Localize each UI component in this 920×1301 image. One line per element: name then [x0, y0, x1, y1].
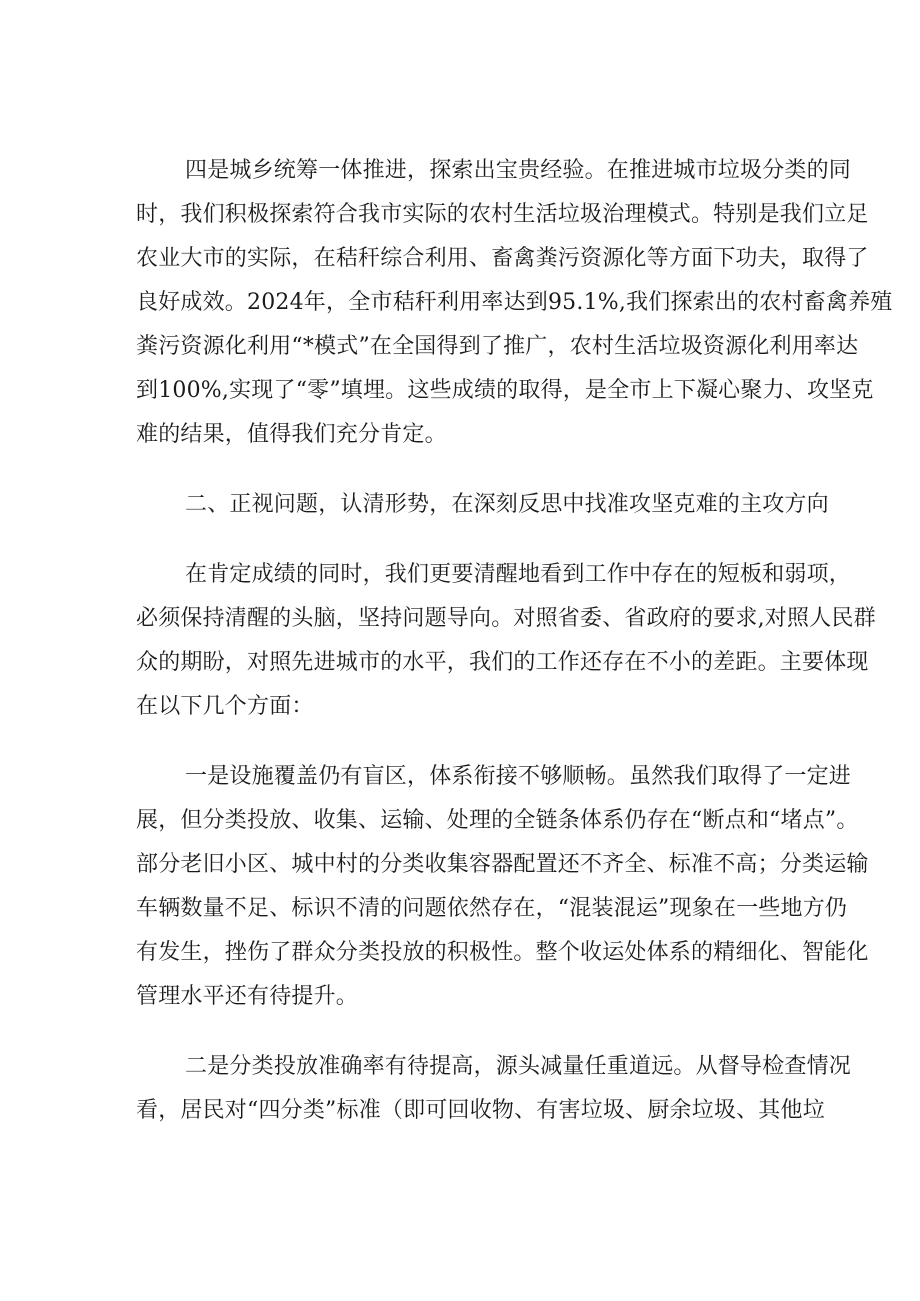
- paragraph-line: 难的结果，值得我们充分肯定。: [136, 422, 447, 447]
- heading-text: 二、正视问题，认清形势，在深刻反思中找准攻坚克难的主攻方向: [185, 492, 829, 517]
- paragraph-line: 一是设施覆盖仍有盲区，体系衔接不够顺畅。虽然我们取得了一定进: [185, 764, 852, 789]
- paragraph-line: 农业大市的实际，在秸秆综合利用、畜禽粪污资源化等方面下功夫，取得了: [136, 246, 869, 271]
- paragraph-line: 二是分类投放准确率有待提高，源头减量任重道远。从督导检查情况: [185, 1054, 852, 1079]
- paragraph-line: 时，我们积极探索符合我市实际的农村生活垃圾治理模式。特别是我们立足: [136, 202, 869, 227]
- paragraph-line: 良好成效。2024年，全市秸秆利用率达到95.1%,我们探索出的农村畜禽养殖: [136, 290, 893, 315]
- paragraph-line: 必须保持清醒的头脑，坚持问题导向。对照省委、省政府的要求,对照人民群: [136, 606, 876, 631]
- paragraph-line: 管理水平还有待提升。: [136, 984, 359, 1009]
- paragraph-line: 看，居民对“四分类”标准（即可回收物、有害垃圾、厨余垃圾、其他垃: [136, 1098, 825, 1123]
- paragraph-line: 到100%,实现了“零”填埋。这些成绩的取得，是全市上下凝心聚力、攻坚克: [136, 378, 874, 403]
- paragraph-line: 有发生，挫伤了群众分类投放的积极性。整个收运处体系的精细化、智能化: [136, 940, 869, 965]
- paragraph-line: 车辆数量不足、标识不清的问题依然存在，“混装混运”现象在一些地方仍: [136, 896, 848, 921]
- paragraph-line: 在以下几个方面：: [136, 694, 314, 719]
- paragraph-line: 四是城乡统筹一体推进，探索出宝贵经验。在推进城市垃圾分类的同: [185, 158, 852, 183]
- paragraph-line: 众的期盼，对照先进城市的水平，我们的工作还存在不小的差距。主要体现: [136, 650, 869, 675]
- paragraph-line: 展，但分类投放、收集、运输、处理的全链条体系仍存在“断点和“堵点”。: [136, 808, 859, 833]
- paragraph-line: 部分老旧小区、城中村的分类收集容器配置还不齐全、标准不高；分类运输: [136, 852, 869, 877]
- paragraph-line: 粪污资源化利用“*模式”在全国得到了推广，农村生活垃圾资源化利用率达: [136, 334, 859, 359]
- paragraph-line: 在肯定成绩的同时，我们更要清醒地看到工作中存在的短板和弱项，: [185, 562, 852, 587]
